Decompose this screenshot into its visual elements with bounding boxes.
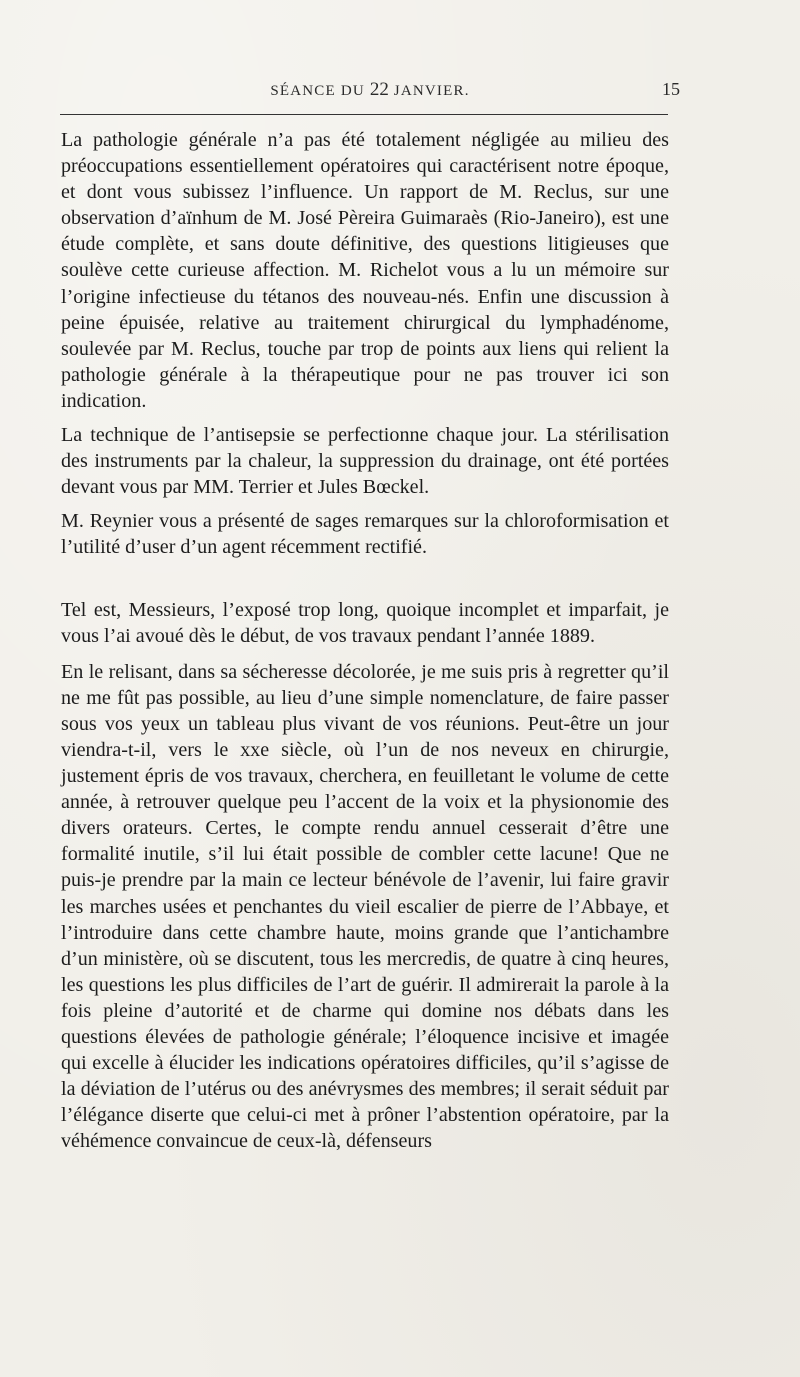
body-text (61, 124, 669, 1154)
paragraph-pathologie: La pathologie générale n’a pas été totalement négligée au milieu des préoccupations essentiellement opératoires qui caractérisent notre époque, et dont vous subissez l’influence. Un rapport de M. Reclus, sur une observation d’aïnhum de M. José Pèreira Guimaraès (Rio-Janeiro), est une étude complète, et sans doute définitive, des questions litigieuses que soulève cette curieuse affection. M. Richelot vous a lu un mémoire sur l’origine infectieuse du tétanos des nouveau-nés. Enfin une discussion à peine épuisée, relative au traitement chirurgical du lymphadénome, soulevée par M. Reclus, touche par trop de points aux liens qui relient la pathologie générale à la thérapeutique pour ne pas trouver ici son indication. (61, 129, 669, 412)
paragraph-conclusion: Tel est, Messieurs, l’exposé trop long, quoique incomplet et imparfait, je vous l’ai avoué dès le début, de vos travaux pendant l’année 1889. (61, 598, 669, 647)
running-head-prefix: SÉANCE DU (270, 83, 370, 99)
page-header (60, 79, 680, 101)
paragraph-technique: La technique de l’antisepsie se perfectionne chaque jour. La stérilisation des instruments par la chaleur, la suppression du drainage, ont été portées devant vous par MM. Terrier et Jules Bœckel. (61, 424, 669, 499)
header-rule (60, 114, 668, 115)
running-head (60, 79, 680, 101)
running-head-suffix: JANVIER. (388, 83, 470, 99)
paragraph-relisant: En le relisant, dans sa sécheresse décolorée, je me suis pris à regretter qu’il ne me fût pas possible, au lieu d’une simple nomenclature, de faire passer sous vos yeux un tableau plus vivant de vos réunions. Peut-être un jour viendra-t-il, vers le xxe siècle, où l’un de nos neveux en chirurgie, justement épris de vos travaux, cherchera, en feuilletant le volume de cette année, à retrouver quelque peu l’accent de la voix et la physionomie des divers orateurs. Certes, le compte rendu annuel cesserait d’être une formalité inutile, s’il lui était possible de combler cette lacune! Que ne puis-je prendre par la main ce lecteur bénévole de l’avenir, lui faire gravir les marches usées et penchantes du vieil escalier de pierre de l’Abbaye, et l’introduire dans cette chambre haute, moins grande que l’antichambre d’un ministère, où se discutent, tous les mercredis, de quatre à cinq heures, les questions les plus difficiles de l’art de guérir. Il admirerait la parole à la fois pleine d’autorité et de charme qui domine nos débats dans les questions élevées de pathologie générale; l’éloquence incisive et imagée qui excelle à élucider les indications opératoires difficiles, qu’il s’agisse de la déviation de l’utérus ou des anévrysmes des membres; il serait séduit par l’élégance diserte que celui-ci met à prôner l’abstention opératoire, par la véhémence convaincue de ceux-là, défenseurs (61, 660, 669, 1153)
paragraph-reynier: M. Reynier vous a présenté de sages remarques sur la chloroformisation et l’utilité d’user d’un agent récemment rectifié. (61, 510, 669, 559)
running-head-day: 22 (369, 79, 389, 100)
page-number: 15 (662, 79, 680, 99)
